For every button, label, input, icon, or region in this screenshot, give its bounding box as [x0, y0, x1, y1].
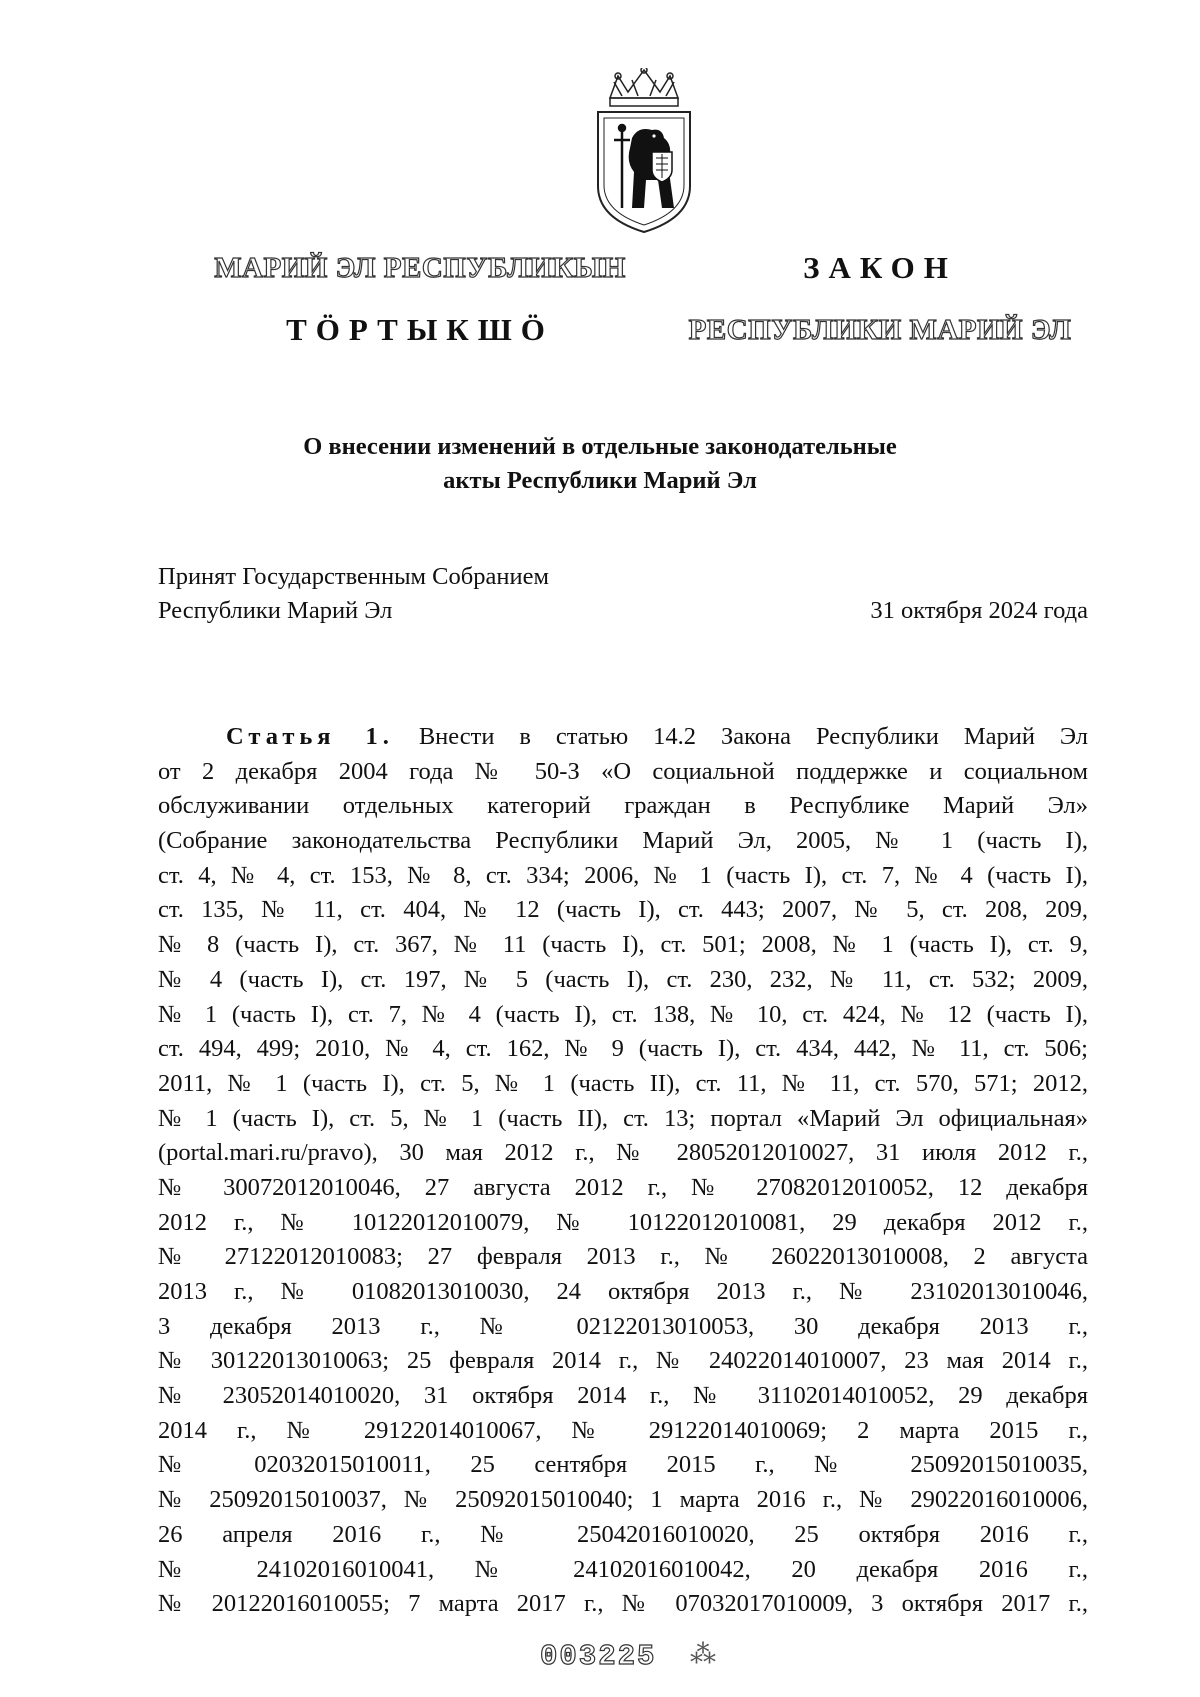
article-1-line: № 30072012010046, 27 августа 2012 г., № 27082012010052, 12 декабря [158, 1173, 1088, 1201]
article-1-line: № 27122012010083; 27 февраля 2013 г., № 26022013010008, 2 августа [158, 1243, 1088, 1271]
adopted-line-1: Принят Государственным Собранием [158, 563, 549, 590]
article-1-line: № 20122016010055; 7 марта 2017 г., № 07032017010009, 3 октября 2017 г., [158, 1590, 1088, 1618]
adopted-by [158, 560, 549, 628]
article-1-line: ст. 494, 499; 2010, № 4, ст. 162, № 9 (часть I), ст. 434, 442, № 11, ст. 506; [158, 1035, 1088, 1063]
header-mari-block [190, 248, 650, 350]
article-1-line: № 30122013010063; 25 февраля 2014 г., № 24022014010007, 23 мая 2014 г., [158, 1347, 1088, 1375]
adopted-date: 31 октября 2024 года [870, 597, 1088, 624]
article-1-line: (Собрание законодательства Республики Марий Эл, 2005, № 1 (часть I), [158, 827, 1088, 855]
article-1-line: от 2 декабря 2004 года № 50-З «О социальной поддержке и социальном [158, 757, 1088, 785]
article-1-line: 2011, № 1 (часть I), ст. 5, № 1 (часть II), ст. 11, № 11, ст. 570, 571; 2012, [158, 1069, 1088, 1097]
article-1-line: № 25092015010037, № 25092015010040; 1 марта 2016 г., № 29022016010006, [158, 1486, 1088, 1514]
document-title [160, 430, 1040, 498]
article-1-line: 26 апреля 2016 г., № 25042016010020, 25 октября 2016 г., [158, 1520, 1088, 1548]
article-1-line: Внести в статью 14.2 Закона Республики Марий Эл [418, 723, 1088, 750]
article-1-line: № 4 (часть I), ст. 197, № 5 (часть I), ст. 230, 232, № 11, ст. 532; 2009, [158, 965, 1088, 993]
article-1-body [158, 720, 1088, 1622]
title-line-2: акты Республики Марий Эл [443, 467, 757, 494]
header-russian-block [660, 248, 1100, 350]
document-serial-number: 003225 [540, 1640, 657, 1673]
article-1-line: № 02032015010011, 25 сентября 2015 г., № 25092015010035, [158, 1451, 1088, 1479]
article-1-line: ст. 135, № 11, ст. 404, № 12 (часть I), ст. 443; 2007, № 5, ст. 208, 209, [158, 896, 1088, 924]
article-1-line: № 24102016010041, № 24102016010042, 20 декабря 2016 г., [158, 1555, 1088, 1583]
article-1-line: 3 декабря 2013 г., № 02122013010053, 30 декабря 2013 г., [158, 1312, 1088, 1340]
article-1-line: № 23052014010020, 31 октября 2014 г., № 31102014010052, 29 декабря [158, 1382, 1088, 1410]
header-mari-republic: МАРИЙ ЭЛ РЕСПУБЛИКЫН [214, 252, 626, 284]
adopted-line-2: Республики Марий Эл [158, 597, 393, 624]
article-1-line: 2012 г., № 10122012010079, № 10122012010081, 29 декабря 2012 г., [158, 1208, 1088, 1236]
article-1-line: обслуживании отдельных категорий граждан в Республике Марий Эл» [158, 792, 1088, 820]
header-mari-law: ТӦРТЫКШӦ [286, 312, 554, 347]
header-republic: РЕСПУБЛИКИ МАРИЙ ЭЛ [688, 314, 1072, 346]
article-1-line: № 8 (часть I), ст. 367, № 11 (часть I), ст. 501; 2008, № 1 (часть I), ст. 9, [158, 931, 1088, 959]
header-law: ЗАКОН [803, 250, 957, 285]
article-1-line: № 1 (часть I), ст. 7, № 4 (часть I), ст. 138, № 10, ст. 424, № 12 (часть I), [158, 1000, 1088, 1028]
article-1-first-line [158, 720, 1088, 755]
article-1-line: (portal.mari.ru/pravo), 30 мая 2012 г., № 28052012010027, 31 июля 2012 г., [158, 1139, 1088, 1167]
coat-of-arms-icon [588, 68, 700, 236]
article-1-line: ст. 4, № 4, ст. 153, № 8, ст. 334; 2006, № 1 (часть I), ст. 7, № 4 (часть I), [158, 861, 1088, 889]
asterism-mark: ⁂ [690, 1640, 716, 1669]
article-1-line: 2013 г., № 01082013010030, 24 октября 2013 г., № 23102013010046, [158, 1278, 1088, 1305]
title-line-1: О внесении изменений в отдельные законодательные [303, 433, 897, 460]
article-1-line: № 1 (часть I), ст. 5, № 1 (часть II), ст. 13; портал «Марий Эл официальная» [158, 1104, 1088, 1132]
article-1-label: Статья 1. [226, 723, 394, 750]
article-1-line: 2014 г., № 29122014010067, № 29122014010069; 2 марта 2015 г., [158, 1416, 1088, 1444]
